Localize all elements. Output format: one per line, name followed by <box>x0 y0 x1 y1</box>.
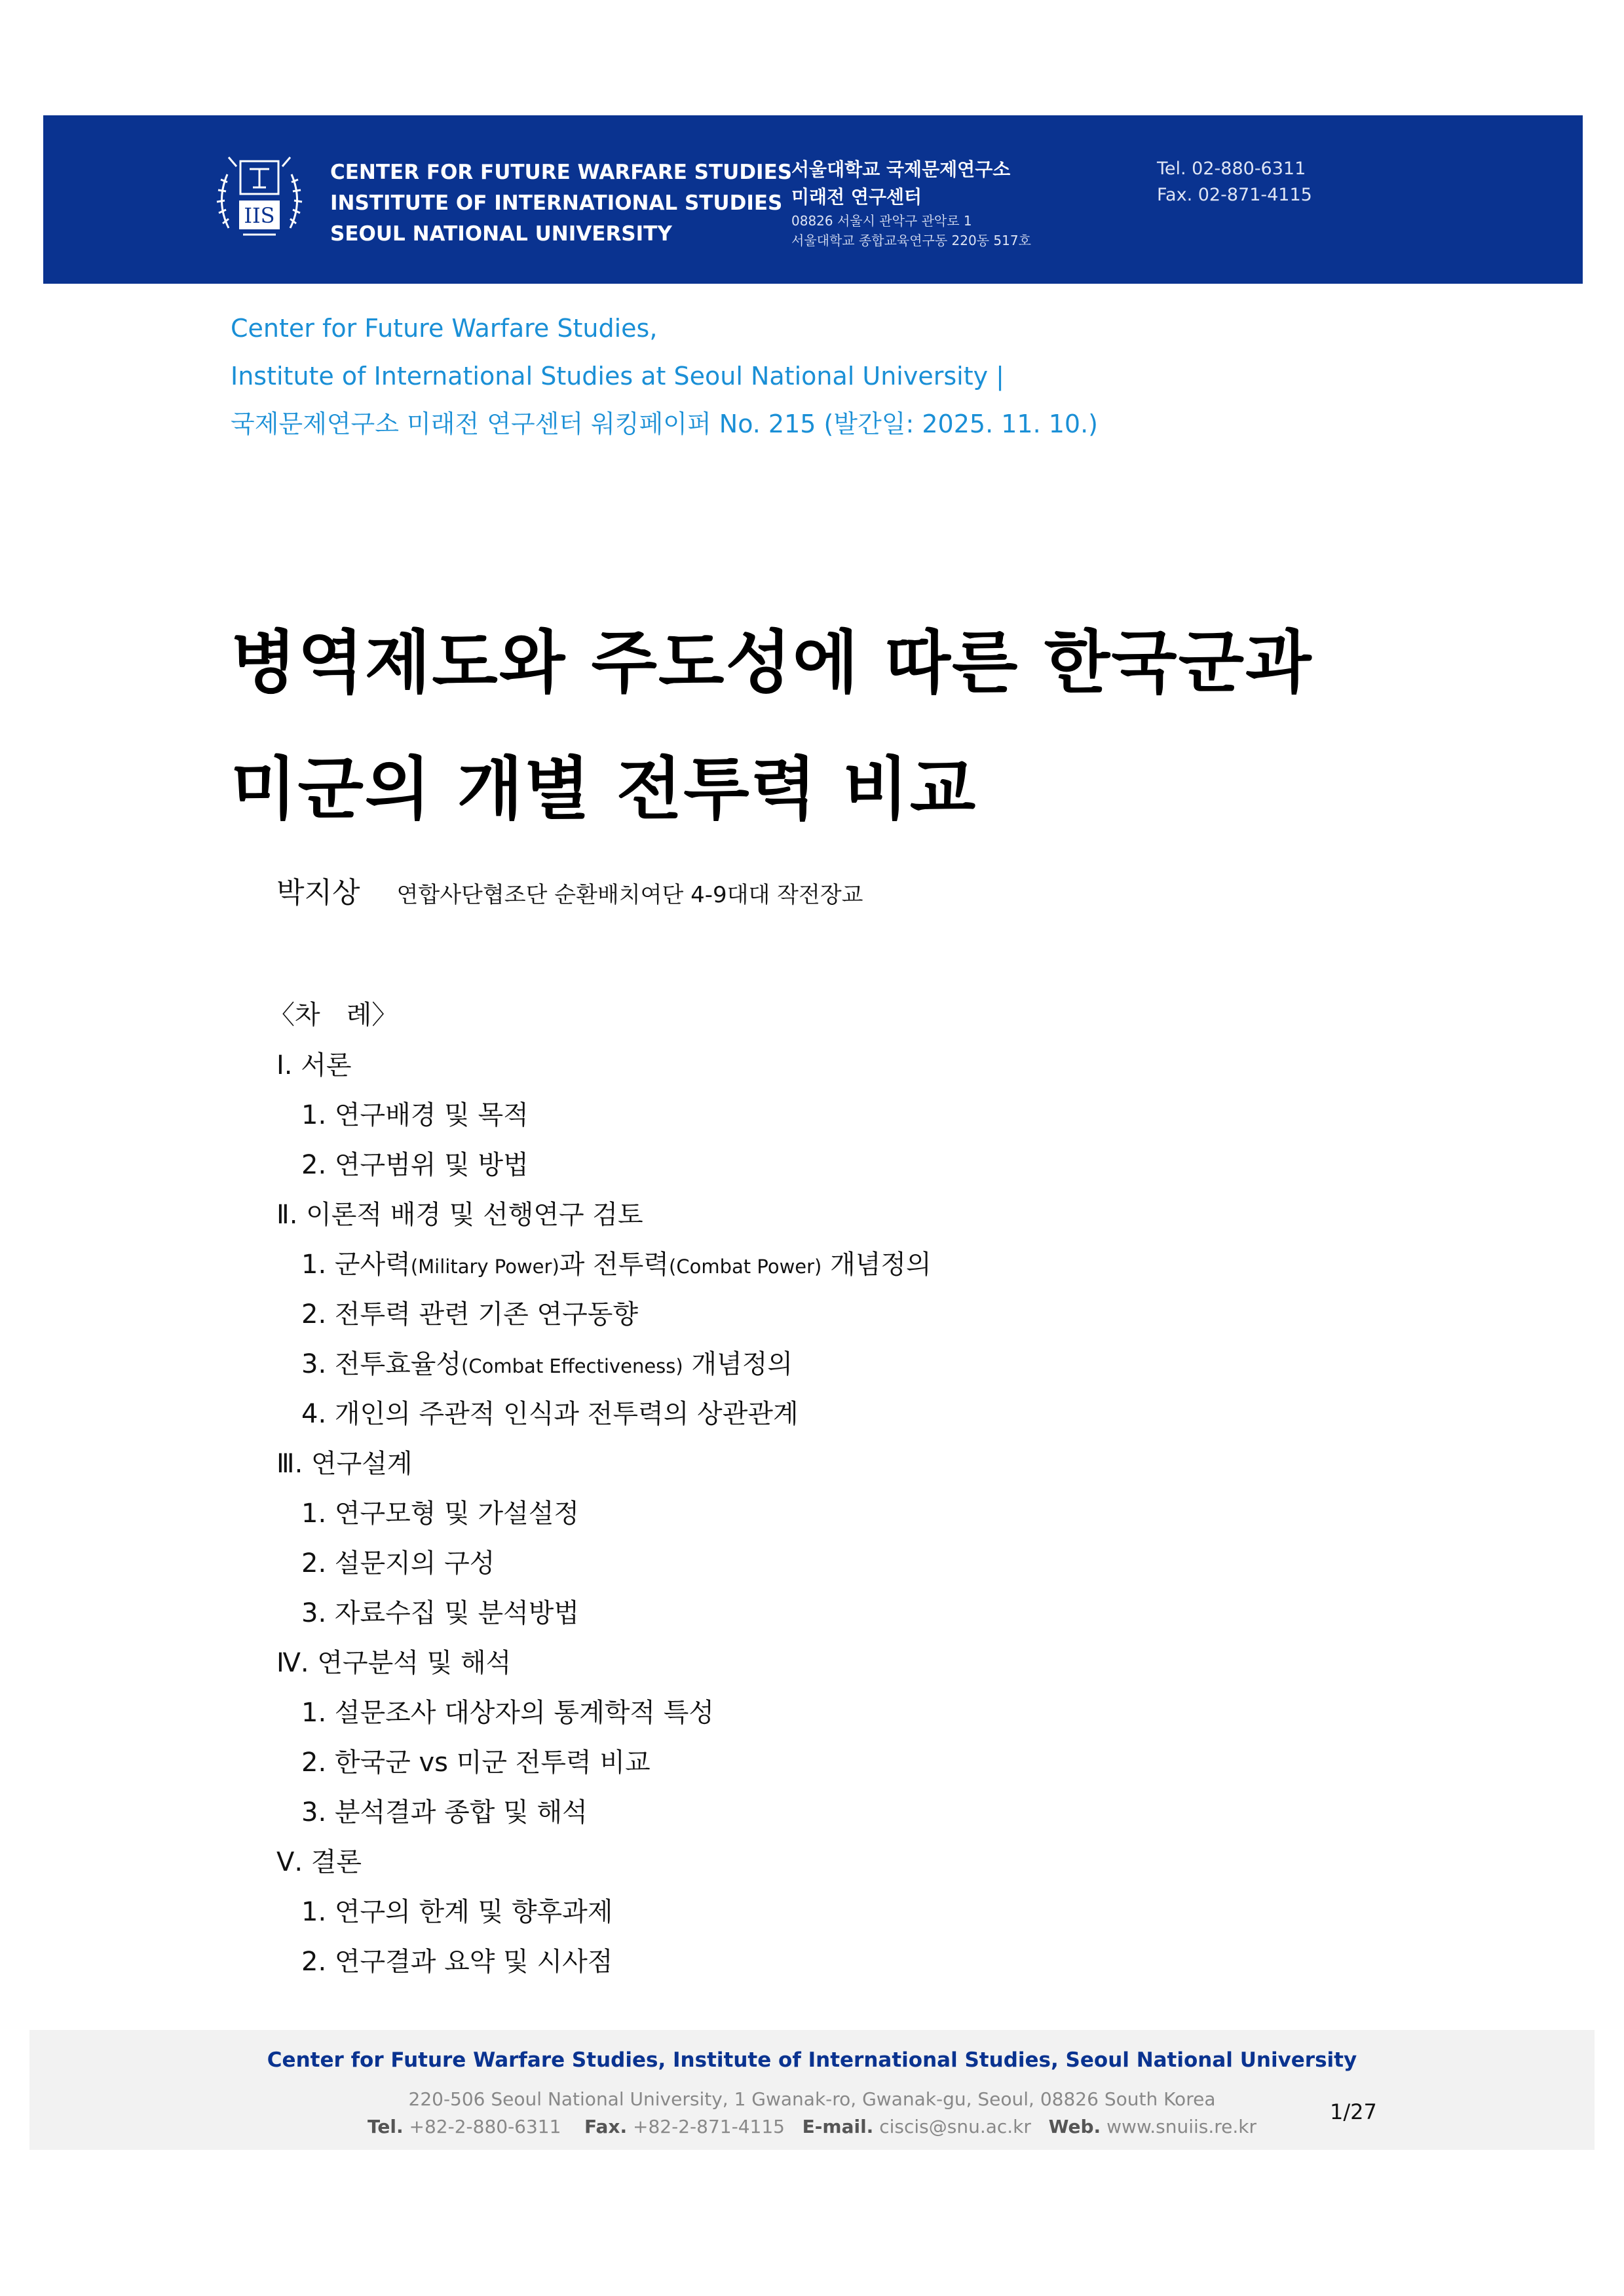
toc-heading: 〈차 례〉 <box>269 1000 398 1030</box>
author-line <box>276 875 863 913</box>
toc-item: 1. 연구배경 및 목적 <box>301 1100 529 1130</box>
footer-address: 220-506 Seoul National University, 1 Gwanak-ro, Gwanak-gu, Seoul, 08826 South Korea <box>408 2088 1216 2110</box>
footer-fax-label: Fax. <box>584 2116 628 2137</box>
institute-name-ko <box>791 156 1031 250</box>
footer-web-label: Web. <box>1048 2116 1101 2137</box>
toc-item: 1. 연구의 한계 및 향후과제 <box>301 1897 613 1927</box>
toc-item-text: 1. 군사력 <box>301 1250 411 1280</box>
toc-item: 1. 연구모형 및 가설설정 <box>301 1499 580 1529</box>
footer-tel-label: Tel. <box>368 2116 404 2137</box>
iis-emblem-icon <box>210 149 309 248</box>
toc-item-text: 과 전투력 <box>559 1250 670 1280</box>
header-fax: Fax. 02-871-4115 <box>1157 185 1312 205</box>
toc-item: 1. 설문조사 대상자의 통계학적 특성 <box>301 1698 714 1728</box>
toc-item-text: 개념정의 <box>821 1250 932 1280</box>
title-line-1: 병역제도와 주도성에 따른 한국군과 <box>231 622 1313 702</box>
title-line-2: 미군의 개별 전투력 비교 <box>231 749 977 829</box>
toc-item-text: 3. 전투효율성 <box>301 1349 462 1379</box>
header-banner <box>43 115 1583 284</box>
en-line-2: INSTITUTE OF INTERNATIONAL STUDIES <box>330 191 783 215</box>
table-of-contents <box>269 989 932 1987</box>
toc-item: Ⅲ. 연구설계 <box>276 1449 413 1479</box>
toc-item: 3. 자료수집 및 분석방법 <box>301 1598 580 1628</box>
en-line-3: SEOUL NATIONAL UNIVERSITY <box>330 222 672 246</box>
ko-line-2: 미래전 연구센터 <box>791 186 922 208</box>
footer-title: Center for Future Warfare Studies, Institute of International Studies, Seoul National University <box>267 2048 1357 2072</box>
toc-item <box>269 1240 932 1290</box>
series-info <box>231 305 1098 448</box>
author-affiliation: 연합사단협조단 순환배치여단 4-9대대 작전장교 <box>396 882 863 908</box>
ko-address-1: 08826 서울시 관악구 관악로 1 <box>791 213 972 229</box>
toc-item: 2. 설문지의 구성 <box>301 1548 495 1578</box>
en-line-1: CENTER FOR FUTURE WARFARE STUDIES <box>330 161 793 184</box>
toc-item-en: (Combat Power) <box>669 1255 822 1278</box>
footer-email-label: E-mail. <box>802 2116 874 2137</box>
toc-item: Ⅱ. 이론적 배경 및 선행연구 검토 <box>276 1200 643 1230</box>
toc-item: 2. 한국군 vs 미군 전투력 비교 <box>301 1748 651 1778</box>
paper-title <box>231 600 1313 852</box>
page-footer <box>29 2030 1595 2150</box>
footer-email[interactable]: ciscis@snu.ac.kr <box>879 2116 1031 2137</box>
toc-item: 4. 개인의 주관적 인식과 전투력의 상관관계 <box>301 1399 799 1429</box>
toc-item: Ⅰ. 서론 <box>276 1050 352 1081</box>
toc-item: Ⅴ. 결론 <box>276 1847 362 1877</box>
toc-item-text: 개념정의 <box>683 1349 793 1379</box>
header-tel: Tel. 02-880-6311 <box>1157 159 1306 179</box>
footer-web[interactable]: www.snuiis.re.kr <box>1106 2116 1256 2137</box>
footer-tel: +82-2-880-6311 <box>409 2116 561 2137</box>
toc-item-en: (Military Power) <box>410 1255 559 1278</box>
toc-item: 3. 분석결과 종합 및 해석 <box>301 1797 588 1827</box>
toc-item: 2. 전투력 관련 기존 연구동향 <box>301 1299 639 1330</box>
ko-address-2: 서울대학교 종합교육연구동 220동 517호 <box>791 233 1031 248</box>
series-line-3: 국제문제연구소 미래전 연구센터 워킹페이퍼 No. 215 (발간일: 2025. 11. 10.) <box>231 410 1099 438</box>
toc-item-en: (Combat Effectiveness) <box>461 1355 683 1377</box>
series-line-1: Center for Future Warfare Studies, <box>231 314 658 343</box>
institute-name-en <box>330 157 792 250</box>
footer-fax: +82-2-871-4115 <box>633 2116 785 2137</box>
ko-line-1: 서울대학교 국제문제연구소 <box>791 159 1011 180</box>
toc-item: Ⅳ. 연구분석 및 해석 <box>276 1648 512 1678</box>
page-number: 1/27 <box>1330 2099 1377 2124</box>
header-contact <box>1157 156 1312 208</box>
series-line-2: Institute of International Studies at Seoul National University | <box>231 362 1004 391</box>
toc-item <box>269 1339 932 1389</box>
toc-item: 2. 연구범위 및 방법 <box>301 1150 529 1180</box>
toc-item: 2. 연구결과 요약 및 시사점 <box>301 1947 613 1977</box>
svg-text:IIS: IIS <box>244 203 275 228</box>
author-name: 박지상 <box>276 876 360 909</box>
